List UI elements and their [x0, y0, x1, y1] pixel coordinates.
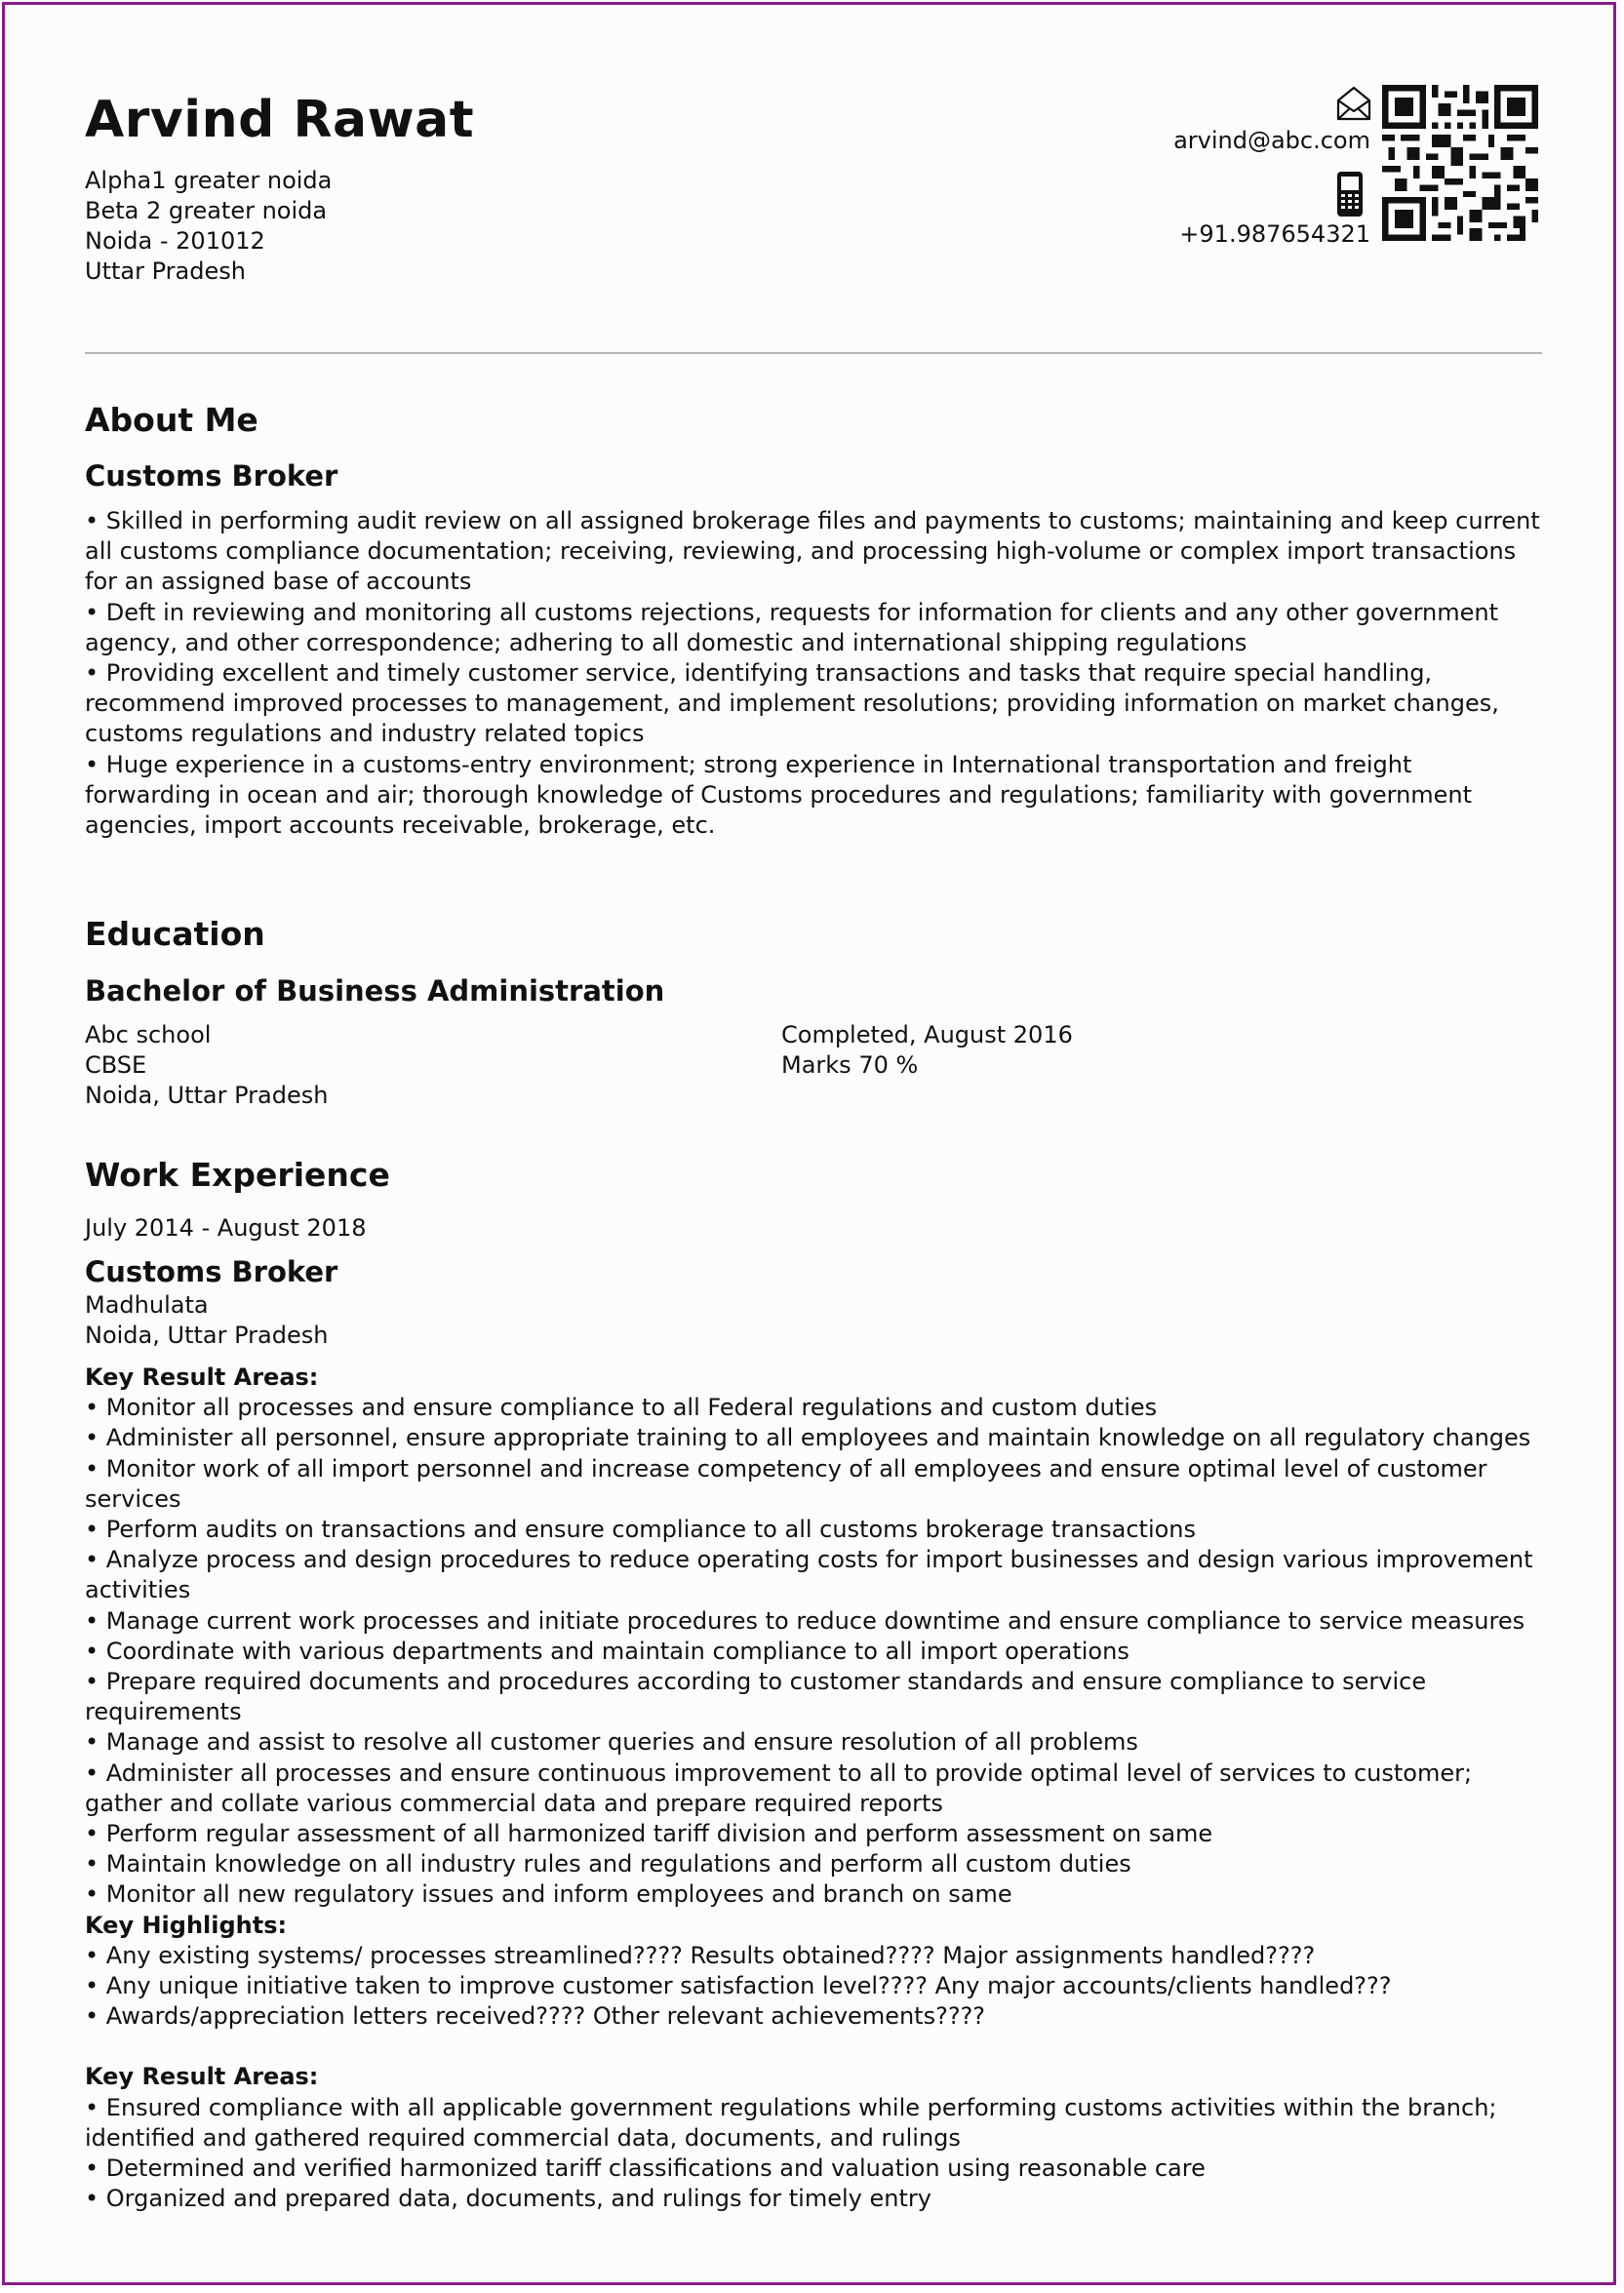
kra-item: • Determined and verified harmonized tariff classifications and valuation using reasonable care: [85, 2155, 1206, 2183]
education-line: Completed, August 2016: [781, 1021, 1073, 1048]
about-point: • Skilled in performing audit review on all assigned brokerage files and payments to customs; maintaining and keep current all customs compliance documentation; receiving, reviewing, and processing high-volume or complex import transactions for an assigned base of accounts: [85, 507, 1540, 596]
highlight-item: • Any existing systems/ processes streamlined???? Results obtained???? Major assignments handled????: [85, 1941, 1316, 1969]
address-line: Noida - 201012: [85, 227, 265, 255]
kra-item: • Maintain knowledge on all industry rules and regulations and perform all custom duties: [85, 1850, 1131, 1878]
header-divider: [85, 352, 1542, 354]
about-role: Customs Broker: [85, 459, 338, 493]
kra-item: • Analyze process and design procedures to reduce operating costs for import businesses and design various improvement activities: [85, 1546, 1533, 1604]
kra-item: • Perform audits on transactions and ensure compliance to all customs brokerage transactions: [85, 1516, 1197, 1544]
work-heading: Work Experience: [85, 1156, 390, 1194]
kra-item: • Prepare required documents and procedures according to customer standards and ensure compliance to service requirements: [85, 1668, 1427, 1726]
address-block: [85, 166, 332, 287]
work-period: July 2014 - August 2018: [85, 1214, 367, 1242]
address-line: Uttar Pradesh: [85, 257, 246, 285]
education-institution: [85, 1020, 328, 1111]
degree-title: Bachelor of Business Administration: [85, 974, 665, 1008]
about-heading: About Me: [85, 401, 258, 439]
kra-item: • Monitor work of all import personnel and increase competency of all employees and ensure optimal level of customer services: [85, 1454, 1487, 1513]
work-role: Customs Broker: [85, 1255, 338, 1288]
education-line: Marks 70 %: [781, 1051, 919, 1079]
education-heading: Education: [85, 915, 265, 953]
about-point: • Huge experience in a customs-entry environment; strong experience in International transportation and freight forwarding in ocean and air; thorough knowledge of Customs procedures and regulations; familiarity with government agencies, import accounts receivable, brokerage, etc.: [85, 750, 1473, 840]
address-line: Alpha1 greater noida: [85, 167, 333, 194]
kra-item: • Organized and prepared data, documents, and rulings for timely entry: [85, 2185, 931, 2213]
education-line: Noida, Uttar Pradesh: [85, 1082, 329, 1109]
kra-item: • Monitor all processes and ensure compliance to all Federal regulations and custom duties: [85, 1394, 1158, 1422]
work-location: Noida, Uttar Pradesh: [85, 1322, 329, 1349]
highlight-item: • Any unique initiative taken to improve customer satisfaction level???? Any major accounts/clients handled???: [85, 1972, 1392, 2000]
education-line: CBSE: [85, 1051, 147, 1079]
kra-item: • Manage and assist to resolve all customer queries and ensure resolution of all problems: [85, 1728, 1138, 1757]
address-line: Beta 2 greater noida: [85, 197, 328, 224]
envelope-icon: [1335, 85, 1372, 122]
education-line: Abc school: [85, 1021, 212, 1048]
work-company: Madhulata: [85, 1291, 209, 1319]
about-points: [85, 506, 1544, 841]
email-address[interactable]: arvind@abc.com: [1173, 127, 1370, 154]
education-result: [781, 1020, 1073, 1081]
candidate-name: Arvind Rawat: [85, 91, 475, 149]
kra-heading-2: Key Result Areas:: [85, 2063, 319, 2091]
about-point: • Deft in reviewing and monitoring all customs rejections, requests for information for clients and any other government agency, and other correspondence; adhering to all domestic and international shipping regulations: [85, 598, 1499, 656]
qr-code: [1382, 85, 1538, 241]
mobile-phone-icon: [1335, 171, 1365, 217]
work-details: [85, 1363, 1544, 2214]
kra-item: • Perform regular assessment of all harmonized tariff division and perform assessment on same: [85, 1820, 1213, 1848]
highlight-item: • Awards/appreciation letters received???? Other relevant achievements????: [85, 2002, 986, 2031]
kra-item: • Monitor all new regulatory issues and inform employees and branch on same: [85, 1880, 1012, 1909]
kra-item: • Coordinate with various departments and maintain compliance to all import operations: [85, 1637, 1129, 1665]
contact-block: [1000, 83, 1546, 249]
resume-page: [2, 2, 1616, 2285]
spacer: [85, 2032, 1544, 2062]
kra-heading: Key Result Areas:: [85, 1364, 319, 1391]
about-point: • Providing excellent and timely customer service, identifying transactions and tasks that require special handling, recommend improved processes to management, and implement resolutions; providing information on market changes, customs regulations and industry related topics: [85, 659, 1499, 748]
kra-item: • Administer all processes and ensure continuous improvement to all to provide optimal level of services to customer; gather and collate various commercial data and prepare required reports: [85, 1759, 1473, 1817]
highlights-heading: Key Highlights:: [85, 1911, 288, 1939]
kra-item: • Administer all personnel, ensure appropriate training to all employees and maintain knowledge on all regulatory changes: [85, 1424, 1531, 1452]
phone-number[interactable]: +91.987654321: [1179, 220, 1370, 248]
kra-item: • Ensured compliance with all applicable government regulations while performing customs activities within the branch; identified and gathered required commercial data, documents, and rulings: [85, 2093, 1497, 2152]
kra-item: • Manage current work processes and initiate procedures to reduce downtime and ensure compliance to service measures: [85, 1606, 1525, 1635]
